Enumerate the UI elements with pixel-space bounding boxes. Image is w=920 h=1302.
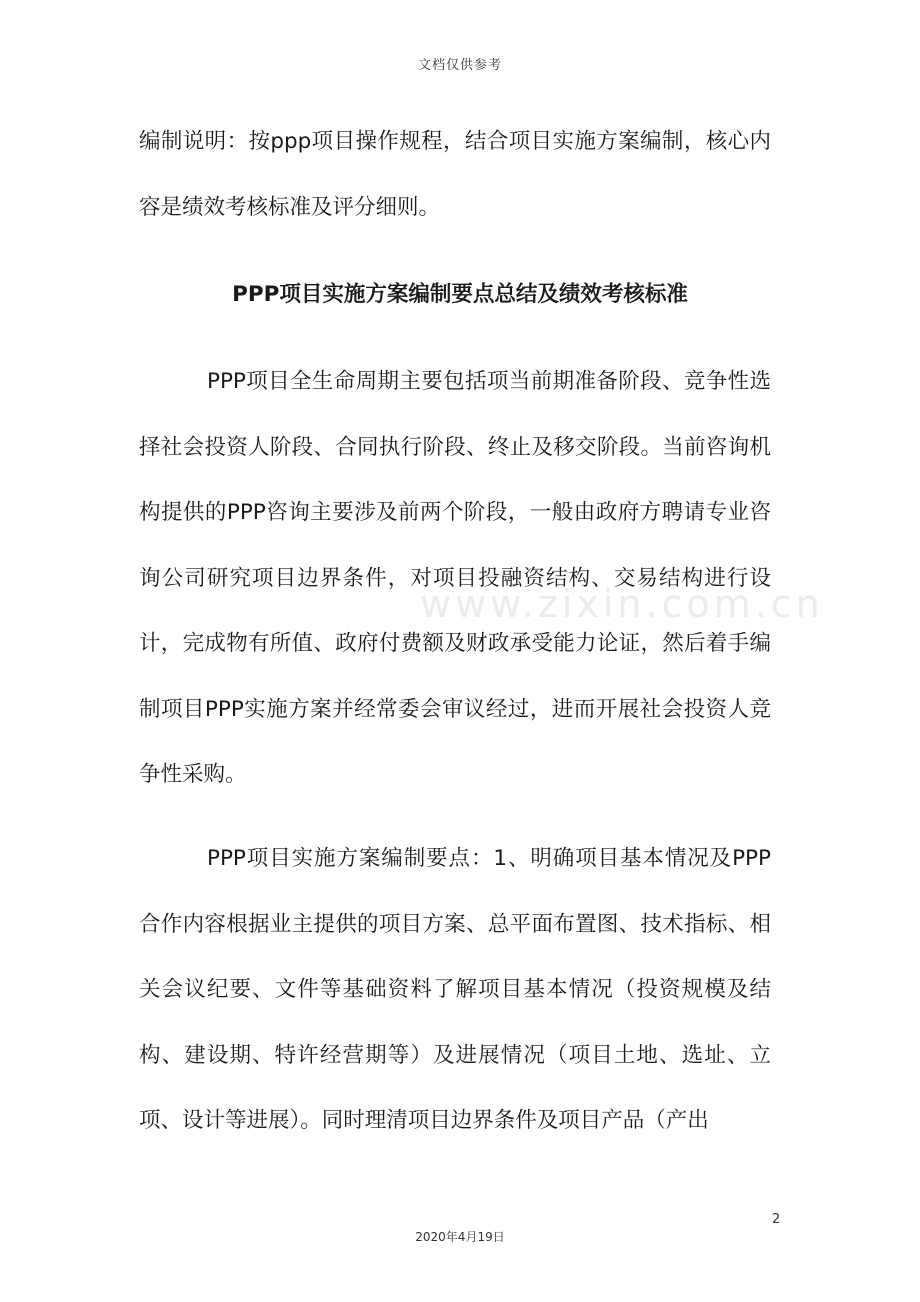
footer-date: 2020年4月19日: [415, 1230, 505, 1244]
intro-paragraph: 编制说明：按ppp项目操作规程，结合项目实施方案编制，核心内容是绩效考核标准及评分细则。: [139, 129, 771, 220]
document-title: PPP项目实施方案编制要点总结及绩效考核标准: [232, 282, 688, 307]
page-number: 2: [772, 1212, 781, 1227]
body-paragraph-1: PPP项目全生命周期主要包括项当前期准备阶段、竞争性选择社会投资人阶段、合同执行阶段、终止及移交阶段。当前咨询机构提供的PPP咨询主要涉及前两个阶段，一般由政府方聘请专业咨询公司研究项目边界条件，对项目投融资结构、交易结构进行设计，完成物有所值、政府付费额及财政承受能力论证，然后着手编制项目PPP实施方案并经常委会审议经过，进而开展社会投资人竞争性采购。: [139, 369, 771, 787]
page-header: 文档仅供参考: [417, 58, 502, 73]
body-paragraph-2: PPP项目实施方案编制要点：1、明确项目基本情况及PPP合作内容根据业主提供的项目方案、总平面布置图、技术指标、相关会议纪要、文件等基础资料了解项目基本情况（投资规模及结构、建设期、特许经营期等）及进展情况（项目土地、选址、立项、设计等进展）。同时理清项目边界条件及项目产品（产出: [139, 846, 771, 1133]
watermark: www.zixin.com.cn: [420, 582, 824, 626]
